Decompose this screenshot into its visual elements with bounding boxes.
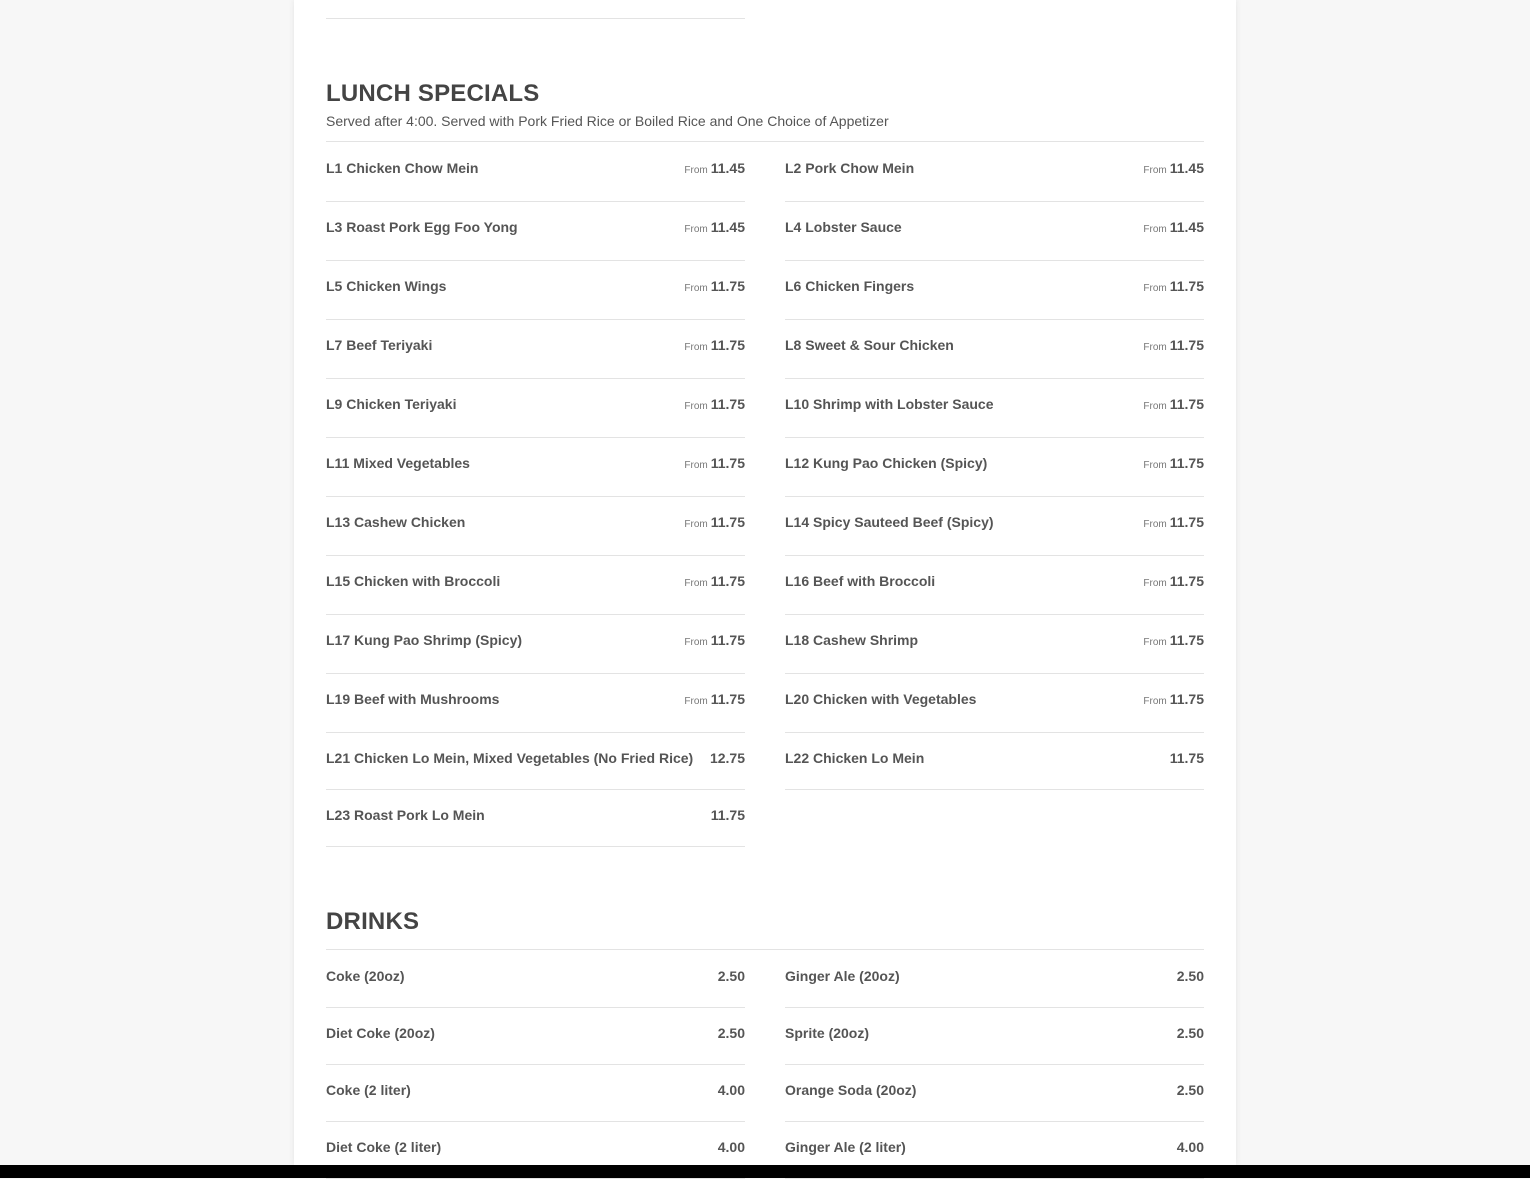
menu-item[interactable] — [785, 968, 1204, 1008]
menu-item-price: 11.75 — [710, 337, 745, 353]
menu-item[interactable] — [785, 219, 1204, 261]
menu-item-price: 11.75 — [1169, 573, 1204, 589]
menu-item-price-group — [1143, 278, 1204, 296]
menu-item-price-group — [684, 160, 745, 178]
menu-item-price: 2.50 — [717, 1025, 745, 1041]
price-from-label: From — [684, 519, 708, 530]
lunch-specials-subtitle: Served after 4:00. Served with Pork Fried Rice or Boiled Rice and One Choice of Appetizer — [326, 113, 889, 129]
menu-item-name: Ginger Ale (20oz) — [785, 968, 900, 984]
menu-item-price: 11.75 — [710, 632, 745, 648]
lunch-specials-title: LUNCH SPECIALS — [326, 80, 540, 107]
menu-item-price-group — [1177, 968, 1204, 986]
menu-item-name: L16 Beef with Broccoli — [785, 573, 936, 589]
menu-item-price-group — [1143, 632, 1204, 650]
price-from-label: From — [1143, 578, 1167, 589]
menu-item-price: 11.75 — [1169, 691, 1204, 707]
menu-item-name: L1 Chicken Chow Mein — [326, 160, 479, 176]
menu-item-name: L15 Chicken with Broccoli — [326, 573, 501, 589]
price-from-label: From — [1143, 460, 1167, 471]
menu-item-price-group — [1143, 160, 1204, 178]
menu-item-price-group — [684, 219, 745, 237]
menu-item-price: 4.00 — [717, 1139, 745, 1155]
menu-item-price: 4.00 — [1176, 1139, 1204, 1155]
menu-item-name: L13 Cashew Chicken — [326, 514, 466, 530]
menu-item[interactable] — [785, 278, 1204, 320]
menu-item[interactable] — [326, 750, 745, 790]
menu-item-name: L10 Shrimp with Lobster Sauce — [785, 396, 994, 412]
menu-item[interactable] — [326, 573, 745, 615]
menu-item-name: L2 Pork Chow Mein — [785, 160, 915, 176]
divider — [326, 18, 745, 19]
menu-item[interactable] — [785, 160, 1204, 202]
menu-item[interactable] — [326, 691, 745, 733]
menu-item-price-group — [718, 1139, 745, 1157]
price-from-label: From — [684, 224, 708, 235]
menu-item-price: 11.75 — [1169, 396, 1204, 412]
menu-item-price: 2.50 — [1176, 968, 1204, 984]
menu-item-price: 11.75 — [710, 573, 745, 589]
menu-item-price-group — [718, 1082, 745, 1100]
menu-item-price: 11.75 — [1169, 750, 1204, 766]
menu-item-name: L19 Beef with Mushrooms — [326, 691, 500, 707]
menu-item-price: 11.45 — [710, 219, 745, 235]
menu-item-name: L18 Cashew Shrimp — [785, 632, 919, 648]
menu-item[interactable] — [326, 219, 745, 261]
price-from-label: From — [684, 460, 708, 471]
menu-item-price-group — [1143, 337, 1204, 355]
price-from-label: From — [1143, 342, 1167, 353]
menu-item-name: L4 Lobster Sauce — [785, 219, 902, 235]
menu-item[interactable] — [785, 573, 1204, 615]
price-from-label: From — [684, 637, 708, 648]
menu-item[interactable] — [326, 278, 745, 320]
menu-item-price-group — [684, 514, 745, 532]
menu-item-name: Coke (20oz) — [326, 968, 405, 984]
price-from-label: From — [684, 578, 708, 589]
menu-item-price-group — [710, 750, 745, 768]
menu-item-name: L7 Beef Teriyaki — [326, 337, 433, 353]
menu-item-price: 4.00 — [717, 1082, 745, 1098]
menu-item-price-group — [1170, 750, 1204, 768]
menu-item-price-group — [1143, 455, 1204, 473]
menu-item[interactable] — [326, 968, 745, 1008]
menu-item-price: 11.75 — [1169, 514, 1204, 530]
menu-item[interactable] — [785, 337, 1204, 379]
menu-item-name: Orange Soda (20oz) — [785, 1082, 917, 1098]
menu-item-name: L21 Chicken Lo Mein, Mixed Vegetables (No Fried Rice) — [326, 750, 694, 766]
price-from-label: From — [684, 342, 708, 353]
menu-item[interactable] — [326, 1082, 745, 1122]
menu-item-price: 11.75 — [710, 278, 745, 294]
price-from-label: From — [1143, 224, 1167, 235]
menu-item[interactable] — [785, 750, 1204, 790]
menu-item-price: 11.75 — [710, 807, 745, 823]
menu-item-price-group — [684, 632, 745, 650]
menu-item-price-group — [718, 968, 745, 986]
menu-item[interactable] — [326, 396, 745, 438]
menu-item[interactable] — [785, 396, 1204, 438]
menu-item-name: Coke (2 liter) — [326, 1082, 411, 1098]
menu-item-price-group — [1177, 1025, 1204, 1043]
menu-item[interactable] — [326, 160, 745, 202]
menu-item-price-group — [1177, 1139, 1204, 1157]
menu-item-name: L23 Roast Pork Lo Mein — [326, 807, 485, 823]
menu-item-name: L14 Spicy Sauteed Beef (Spicy) — [785, 514, 994, 530]
menu-item-price: 11.75 — [710, 455, 745, 471]
menu-item-price-group — [1143, 691, 1204, 709]
divider — [326, 949, 1204, 950]
price-from-label: From — [684, 696, 708, 707]
menu-item-name: L5 Chicken Wings — [326, 278, 447, 294]
menu-item-price: 11.45 — [1169, 160, 1204, 176]
menu-item[interactable] — [785, 455, 1204, 497]
menu-item-price: 2.50 — [1176, 1082, 1204, 1098]
menu-item-name: L12 Kung Pao Chicken (Spicy) — [785, 455, 988, 471]
menu-item-price-group — [1143, 219, 1204, 237]
menu-item-price-group — [718, 1025, 745, 1043]
menu-item[interactable] — [326, 1025, 745, 1065]
menu-item-name: Sprite (20oz) — [785, 1025, 870, 1041]
menu-item-price: 11.75 — [1169, 632, 1204, 648]
menu-item-name: L3 Roast Pork Egg Foo Yong — [326, 219, 518, 235]
menu-item-price: 11.75 — [710, 691, 745, 707]
menu-item-price-group — [684, 455, 745, 473]
divider — [326, 141, 1204, 142]
menu-item[interactable] — [326, 514, 745, 556]
menu-item-name: L6 Chicken Fingers — [785, 278, 915, 294]
menu-item-name: L8 Sweet & Sour Chicken — [785, 337, 954, 353]
menu-item-price: 11.75 — [1169, 455, 1204, 471]
menu-item[interactable] — [785, 1025, 1204, 1065]
menu-item-name: L22 Chicken Lo Mein — [785, 750, 925, 766]
price-from-label: From — [684, 283, 708, 294]
menu-item-price-group — [711, 807, 745, 825]
price-from-label: From — [1143, 283, 1167, 294]
menu-item-price-group — [684, 396, 745, 414]
menu-item-price-group — [684, 337, 745, 355]
menu-item-name: Diet Coke (20oz) — [326, 1025, 435, 1041]
menu-item[interactable] — [326, 632, 745, 674]
menu-item-price: 11.45 — [1169, 219, 1204, 235]
price-from-label: From — [684, 165, 708, 176]
menu-item-price: 11.45 — [710, 160, 745, 176]
menu-item-price-group — [1143, 573, 1204, 591]
price-from-label: From — [684, 401, 708, 412]
menu-item-price: 2.50 — [1176, 1025, 1204, 1041]
menu-item[interactable] — [785, 514, 1204, 556]
menu-item[interactable] — [785, 1082, 1204, 1122]
price-from-label: From — [1143, 519, 1167, 530]
price-from-label: From — [1143, 696, 1167, 707]
menu-item-name: L11 Mixed Vegetables — [326, 455, 470, 471]
menu-item-price: 11.75 — [710, 396, 745, 412]
menu-item[interactable] — [326, 455, 745, 497]
menu-item-price: 12.75 — [709, 750, 745, 766]
menu-item[interactable] — [326, 337, 745, 379]
menu-item-name: L20 Chicken with Vegetables — [785, 691, 977, 707]
menu-item[interactable] — [785, 691, 1204, 733]
menu-item-price-group — [684, 691, 745, 709]
menu-item-name: Diet Coke (2 liter) — [326, 1139, 442, 1155]
price-from-label: From — [1143, 637, 1167, 648]
menu-item-price: 11.75 — [1169, 278, 1204, 294]
bottom-bar — [0, 1165, 1530, 1178]
menu-item-price-group — [684, 278, 745, 296]
menu-item-name: Ginger Ale (2 liter) — [785, 1139, 906, 1155]
menu-item-price: 11.75 — [1169, 337, 1204, 353]
menu-item-name: L9 Chicken Teriyaki — [326, 396, 457, 412]
menu-item-price-group — [1143, 396, 1204, 414]
menu-item-price: 11.75 — [710, 514, 745, 530]
menu-item-price-group — [1143, 514, 1204, 532]
menu-item[interactable] — [326, 807, 745, 847]
price-from-label: From — [1143, 165, 1167, 176]
menu-item-price-group — [684, 573, 745, 591]
price-from-label: From — [1143, 401, 1167, 412]
menu-item-price: 2.50 — [717, 968, 745, 984]
menu-page — [294, 0, 1236, 1165]
menu-item[interactable] — [785, 632, 1204, 674]
menu-item-price-group — [1177, 1082, 1204, 1100]
menu-item-name: L17 Kung Pao Shrimp (Spicy) — [326, 632, 523, 648]
drinks-title: DRINKS — [326, 908, 420, 935]
